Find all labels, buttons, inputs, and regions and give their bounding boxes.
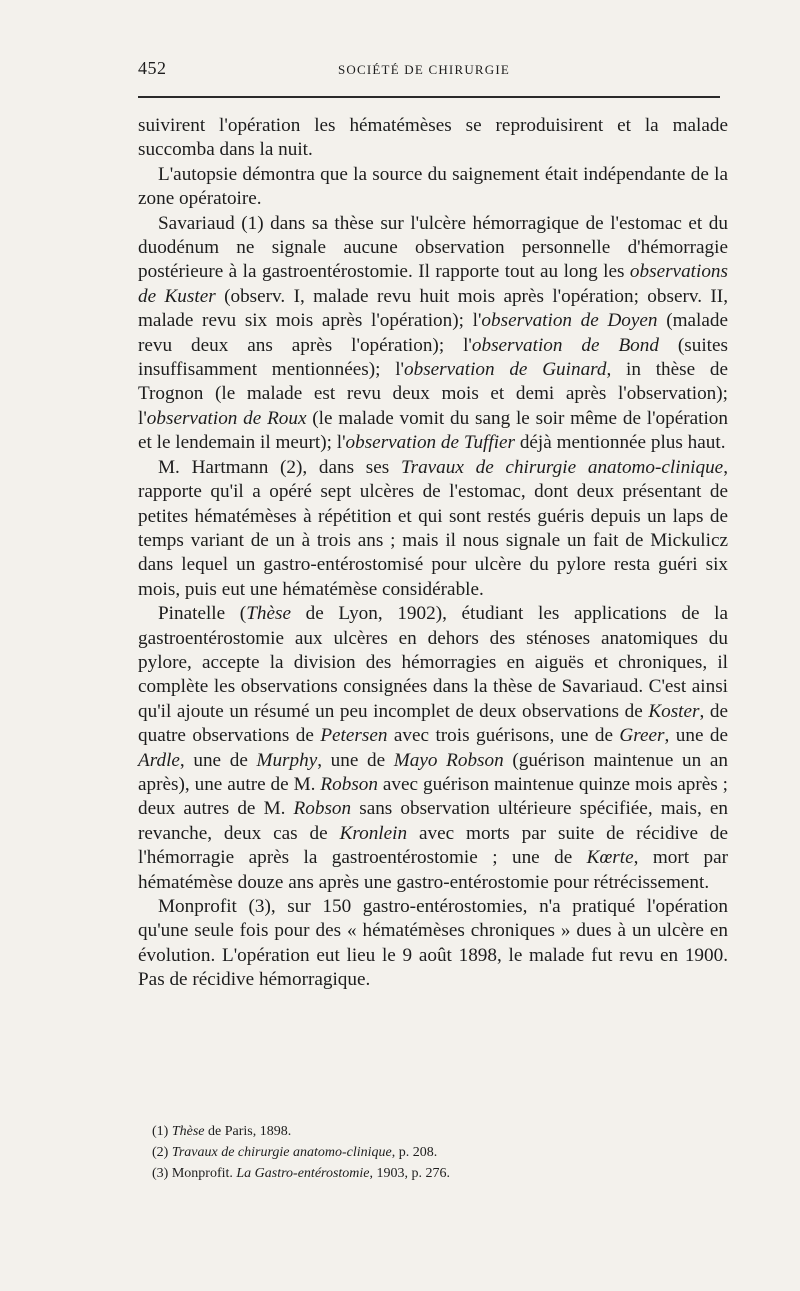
text-segment: Monprofit (3), sur 150 gastro-entérostomies, n'a pratiqué l'opération qu'une seule fois pour des « hématémèses chroniques » dues à un ulcère en évolution. L'opération eut lieu le 9 août 1898, le malade fut revu en 1900. Pas de récidive hémorragique. (138, 896, 728, 991)
paragraph (138, 895, 728, 993)
text-segment: Savariaud (1) dans sa thèse sur l'ulcère hémorragique de l'estomac et du duodénum ne signale aucune observation personnelle d'hémorragie postérieure à la gastroentérostomie. Il rapporte tout au long les (138, 212, 728, 283)
italic-citation: Thèse (246, 603, 291, 625)
footnote-italic: Travaux de chirurgie anatomo-clinique (171, 1145, 392, 1160)
text-segment: M. Hartmann (2), dans ses (158, 456, 401, 478)
text-segment: avec morts par suite de récidive de l'hémorragie après la gastroentérostomie ; une de (138, 822, 728, 869)
italic-name: Robson (320, 773, 378, 795)
paragraph (138, 114, 728, 163)
italic-citation: observation de Doyen (481, 310, 658, 332)
text-segment: sans observation ultérieure spécifiée, mais, en revanche, deux cas de (138, 798, 728, 844)
italic-name: Kœrte (586, 847, 634, 869)
italic-name: Koster (648, 700, 700, 722)
italic-name: Petersen (320, 725, 388, 747)
footnotes (152, 1121, 712, 1184)
text-segment: (suites insuffisamment mentionnées); l' (138, 334, 728, 381)
italic-citation: Travaux de chirurgie anatomo-clinique (400, 456, 724, 478)
text-segment: (le malade vomit du sang le soir même de l'opération et le lendemain il meurt); l' (138, 407, 728, 454)
italic-name: Ardle (138, 749, 180, 771)
text-segment: avec trois guérisons, une de (387, 725, 620, 747)
italic-name: Greer (619, 725, 665, 747)
text-segment: avec guérison maintenue quinze mois après ; deux autres de M. (138, 773, 728, 820)
footnote-mark: (3) (152, 1166, 169, 1181)
page-header (138, 58, 728, 82)
italic-citation: observation de Roux (146, 407, 307, 429)
footnote-italic: Thèse (171, 1124, 205, 1139)
italic-citation: observation de Bond (471, 334, 659, 356)
footnote-text: , p. 208. (391, 1145, 438, 1160)
text-segment: (malade revu deux ans après l'opération); l' (138, 310, 728, 356)
text-segment: , une de (179, 749, 257, 771)
body-text (138, 114, 728, 993)
footnote-text: , 1903, p. 276. (369, 1166, 451, 1181)
text-segment: L'autopsie démontra que la source du saignement était indépendante de la zone opératoire. (138, 163, 728, 210)
paragraph (138, 212, 728, 456)
footnote-text: de Paris, 1898. (204, 1124, 292, 1139)
footnote-italic: La Gastro-entérostomie (236, 1166, 370, 1181)
text-segment: de Lyon, 1902), étudiant les applications de la gastroentérostomie aux ulcères en dehors des sténoses anatomiques du pylore, accepte la division des hémorragies en aiguës et chroniques, il complète les observations consignées dans la thèse de Savariaud. C'est ainsi qu'il ajoute un résumé un peu incomplet de deux observations de (138, 603, 728, 722)
italic-citation: observation de Guinard (404, 359, 607, 381)
paragraph (138, 602, 728, 895)
paragraph (138, 456, 728, 602)
text-segment: (guérison maintenue un an après), une autre de M. (138, 749, 728, 795)
text-segment: , de quatre observations de (138, 700, 728, 747)
italic-name: Kronlein (339, 822, 408, 844)
footnote (152, 1121, 712, 1142)
footnote (152, 1163, 712, 1184)
text-segment: Pinatelle ( (158, 603, 247, 625)
text-segment: , rapporte qu'il a opéré sept ulcères de l'estomac, dont deux présentant de petites hématémèses à répétition et qui sont restés guéris depuis un laps de temps variant de un à trois ans ; mais il nous signale un fait de Mickulicz dans lequel un gastro-entérostomisé pour ulcère du pylore resta guéri six mois, puis eut une hématémèse considérable. (138, 456, 728, 600)
text-segment: suivirent l'opération les hématémèses se reproduisirent et la malade succomba dans la nuit. (138, 115, 728, 161)
footnote-mark: (2) (152, 1145, 169, 1160)
paragraph (138, 163, 728, 212)
footnote (152, 1142, 712, 1163)
italic-name: Robson (293, 798, 352, 820)
running-head: SOCIÉTÉ DE CHIRURGIE (338, 62, 511, 77)
header-rule (138, 96, 720, 98)
footnote-mark: (1) (152, 1124, 169, 1139)
text-segment: , in thèse de Trognon (le malade est revu deux mois et demi après l'observation); l' (138, 359, 728, 429)
text-segment: , une de (664, 725, 728, 747)
text-segment: , une de (317, 749, 394, 771)
page-number: 452 (138, 58, 167, 78)
italic-citation: observation de Tuffier (345, 432, 516, 454)
text-segment: (observ. I, malade revu huit mois après l'opération; observ. II, malade revu six mois après l'opération); l' (138, 285, 728, 332)
italic-name: Mayo Robson (393, 749, 504, 771)
italic-name: Murphy (256, 749, 318, 771)
text-segment: , mort par hématémèse douze ans après une gastro-entérostomie pour rétrécissement. (138, 847, 728, 893)
footnote-author: Monprofit. (171, 1166, 237, 1181)
text-segment: déjà mentionnée plus haut. (515, 432, 726, 454)
italic-citation: observations de Kuster (138, 261, 728, 307)
